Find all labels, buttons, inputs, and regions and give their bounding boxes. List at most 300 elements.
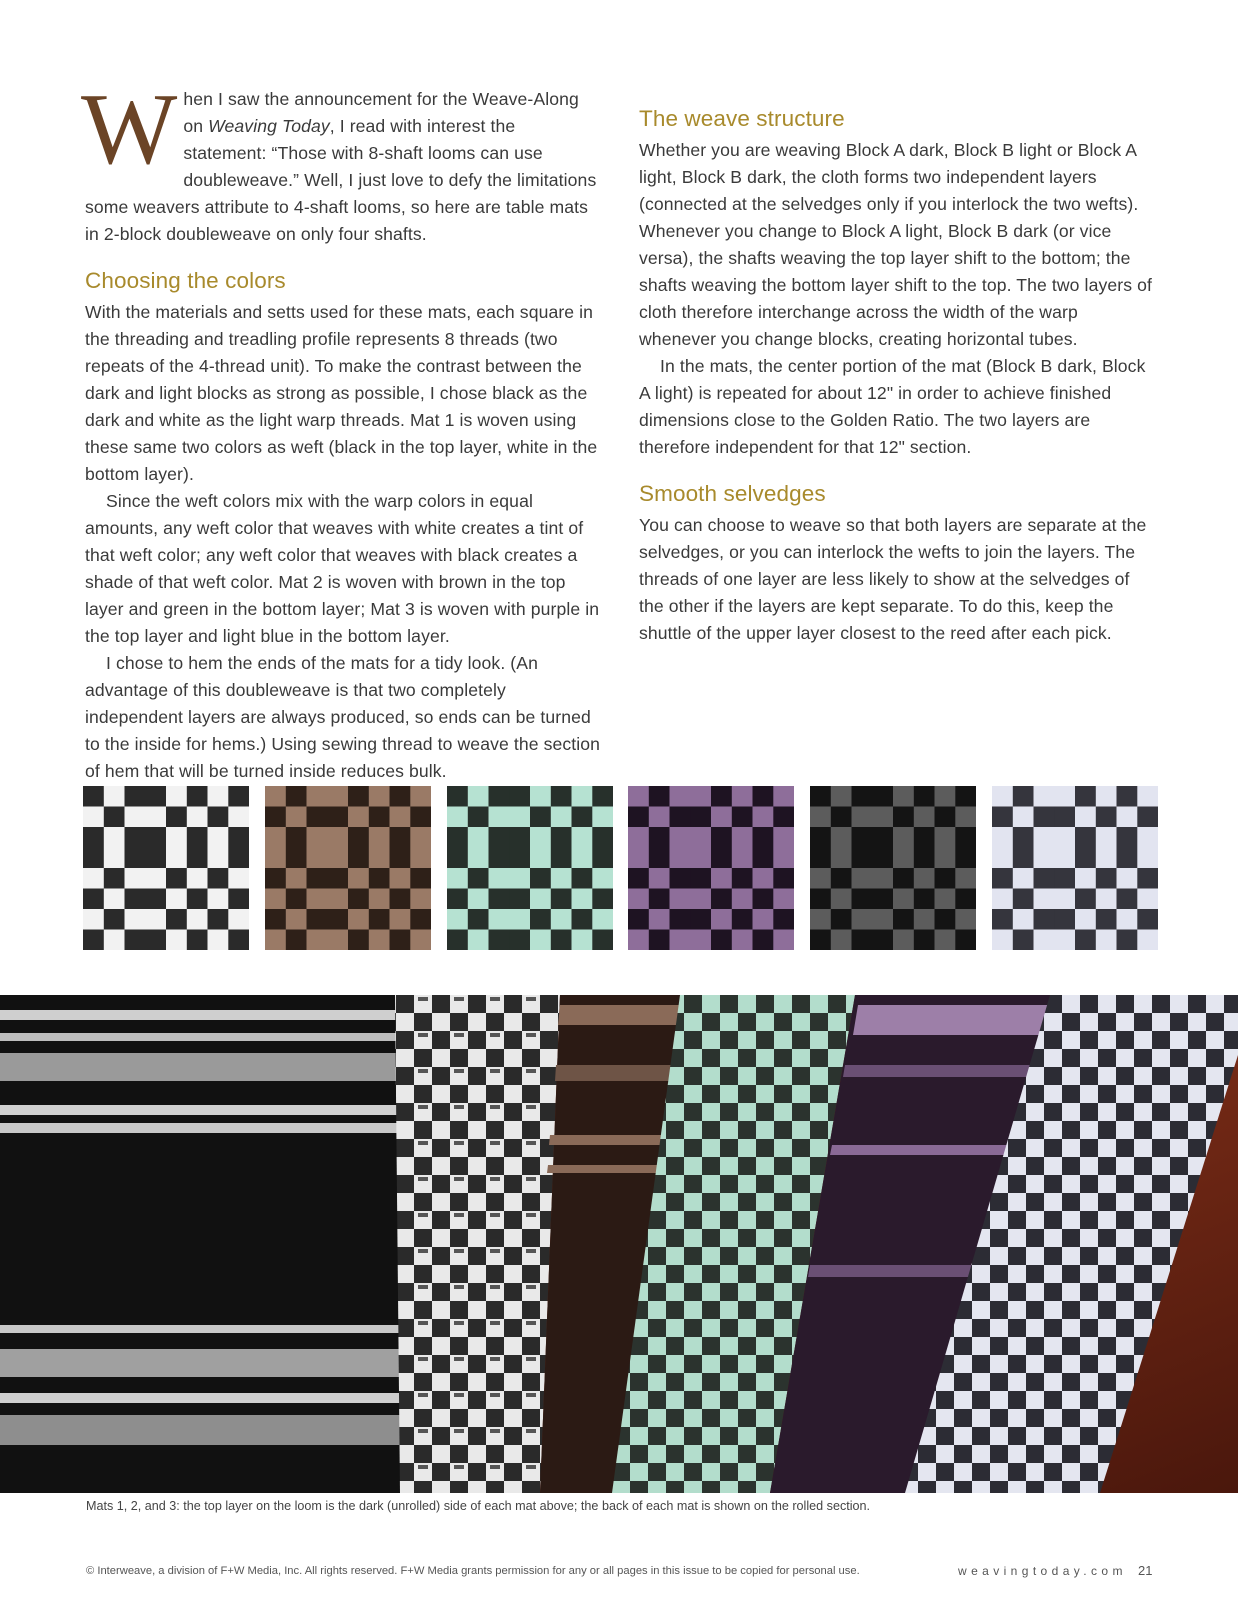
swatch-cell	[228, 827, 249, 848]
swatch-cell	[935, 930, 956, 951]
swatch-mat2-green	[447, 786, 613, 950]
swatch-cell	[228, 807, 249, 828]
swatch-cell	[509, 868, 530, 889]
swatch-cell	[992, 827, 1013, 848]
swatch-cell	[753, 827, 774, 848]
swatch-cell	[955, 827, 976, 848]
swatch-cell	[208, 807, 229, 828]
swatch-cell	[1137, 868, 1158, 889]
white-mat-roll	[395, 995, 560, 1493]
swatch-cell	[286, 827, 307, 848]
swatch-cell	[572, 868, 593, 889]
swatch-cell	[1096, 930, 1117, 951]
swatch-cell	[447, 868, 468, 889]
swatch-cell	[530, 930, 551, 951]
swatch-cell	[935, 889, 956, 910]
swatch-cell	[592, 827, 613, 848]
swatch-cell	[327, 807, 348, 828]
swatch-cell	[551, 868, 572, 889]
swatch-cell	[468, 868, 489, 889]
swatch-cell	[145, 807, 166, 828]
swatch-cell	[1013, 868, 1034, 889]
swatch-cell	[773, 909, 794, 930]
swatch-cell	[390, 848, 411, 869]
swatch-cell	[468, 827, 489, 848]
swatch-cell	[166, 909, 187, 930]
swatch-cell	[914, 868, 935, 889]
swatch-cell	[228, 930, 249, 951]
swatch-cell	[369, 786, 390, 807]
swatch-cell	[711, 868, 732, 889]
swatch-cell	[810, 909, 831, 930]
swatch-cell	[852, 786, 873, 807]
swatch-cell	[711, 930, 732, 951]
swatch-cell	[628, 807, 649, 828]
swatch-cell	[410, 827, 431, 848]
swatch-cell	[1096, 868, 1117, 889]
swatch-cell	[1075, 889, 1096, 910]
swatch-cell	[753, 909, 774, 930]
swatch-cell	[286, 868, 307, 889]
swatch-cell	[893, 868, 914, 889]
swatch-cell	[530, 909, 551, 930]
article-left-column	[81, 73, 603, 785]
swatch-cell	[592, 889, 613, 910]
swatch-cell	[690, 889, 711, 910]
swatch-cell	[530, 868, 551, 889]
swatch-cell	[369, 889, 390, 910]
swatch-cell	[872, 827, 893, 848]
swatch-cell	[166, 930, 187, 951]
swatch-cell	[125, 807, 146, 828]
swatch-cell	[1075, 930, 1096, 951]
swatch-cell	[872, 807, 893, 828]
swatch-cell	[810, 848, 831, 869]
swatch-mat3-blue	[992, 786, 1158, 950]
swatch-cell	[810, 930, 831, 951]
swatch-cell	[773, 848, 794, 869]
swatch-cell	[893, 807, 914, 828]
swatch-cell	[1096, 827, 1117, 848]
swatch-cell	[145, 909, 166, 930]
swatch-cell	[1075, 786, 1096, 807]
swatch-cell	[1013, 930, 1034, 951]
swatch-graphic	[628, 786, 794, 950]
swatch-cell	[530, 807, 551, 828]
swatch-cell	[852, 868, 873, 889]
swatch-cell	[872, 868, 893, 889]
intro-text-b: , I read with interest the statement: “Those with 8-shaft looms can use doubleweave.” Well, I just love to defy the limitations some weavers attribute to 4-shaft looms, so here are table mats in 2-block doubleweave on only four shafts.	[85, 116, 597, 244]
structure-paragraph-2: In the mats, the center portion of the mat (Block B dark, Block A light) is repeated for about 12" in order to achieve finished dimensions close to the Golden Ratio. The two layers are therefore independent for that 12" section.	[639, 356, 1146, 457]
swatch-cell	[572, 930, 593, 951]
swatch-cell	[773, 889, 794, 910]
swatch-cell	[348, 889, 369, 910]
swatch-cell	[468, 930, 489, 951]
swatch-cell	[628, 868, 649, 889]
swatch-cell	[1075, 868, 1096, 889]
swatch-cell	[1013, 807, 1034, 828]
swatch-cell	[83, 786, 104, 807]
dropcap-letter: W	[81, 73, 178, 186]
swatch-cell	[753, 930, 774, 951]
swatch-cell	[327, 868, 348, 889]
swatch-cell	[327, 930, 348, 951]
swatch-cell	[852, 807, 873, 828]
swatch-cell	[509, 827, 530, 848]
swatch-cell	[670, 930, 691, 951]
swatch-cell	[810, 889, 831, 910]
swatch-cell	[145, 889, 166, 910]
swatch-cell	[1034, 889, 1055, 910]
swatch-cell	[187, 909, 208, 930]
swatch-cell	[1054, 786, 1075, 807]
swatch-cell	[447, 786, 468, 807]
swatch-cell	[732, 889, 753, 910]
swatch-cell	[447, 807, 468, 828]
swatch-cell	[992, 868, 1013, 889]
swatch-cell	[187, 848, 208, 869]
swatch-cell	[935, 848, 956, 869]
swatch-cell	[228, 786, 249, 807]
swatch-cell	[509, 786, 530, 807]
swatch-cell	[551, 909, 572, 930]
swatch-cell	[83, 930, 104, 951]
swatch-cell	[166, 889, 187, 910]
swatch-cell	[166, 868, 187, 889]
swatch-cell	[187, 807, 208, 828]
swatch-mat1-black	[810, 786, 976, 950]
swatch-cell	[390, 909, 411, 930]
swatch-cell	[1054, 868, 1075, 889]
swatch-cell	[1075, 807, 1096, 828]
swatch-cell	[810, 827, 831, 848]
swatch-cell	[992, 909, 1013, 930]
swatch-cell	[509, 848, 530, 869]
swatch-cell	[628, 909, 649, 930]
swatch-cell	[369, 930, 390, 951]
swatch-cell	[468, 786, 489, 807]
swatch-cell	[831, 786, 852, 807]
swatch-cell	[286, 848, 307, 869]
swatch-cell	[348, 868, 369, 889]
colors-paragraph-3: I chose to hem the ends of the mats for a tidy look. (An advantage of this doubleweave is that two completely independent layers are always produced, so ends can be turned to the inside for hems.) Using sewing thread to weave the section of hem that will be turned inside reduces bulk.	[85, 653, 601, 781]
intro-text-em: Weaving Today	[208, 116, 330, 136]
swatch-cell	[690, 807, 711, 828]
swatch-cell	[286, 889, 307, 910]
swatch-cell	[628, 930, 649, 951]
swatch-cell	[410, 786, 431, 807]
swatch-cell	[992, 807, 1013, 828]
swatch-cell	[390, 868, 411, 889]
swatch-cell	[369, 868, 390, 889]
swatch-cell	[810, 786, 831, 807]
swatch-cell	[732, 909, 753, 930]
page-number: 21	[1138, 1563, 1153, 1578]
swatch-cell	[1096, 889, 1117, 910]
swatch-cell	[348, 827, 369, 848]
swatch-cell	[489, 848, 510, 869]
swatch-cell	[852, 848, 873, 869]
swatch-cell	[872, 930, 893, 951]
swatch-cell	[711, 786, 732, 807]
swatch-row	[83, 786, 1161, 950]
swatch-cell	[166, 807, 187, 828]
swatch-graphic	[83, 786, 249, 950]
swatch-cell	[732, 848, 753, 869]
swatch-cell	[390, 786, 411, 807]
swatch-cell	[992, 786, 1013, 807]
swatch-graphic	[265, 786, 431, 950]
swatch-cell	[1117, 909, 1138, 930]
swatch-mat2-brown	[265, 786, 431, 950]
swatch-cell	[145, 930, 166, 951]
swatch-cell	[732, 930, 753, 951]
swatch-cell	[649, 827, 670, 848]
swatch-cell	[1117, 889, 1138, 910]
swatch-cell	[690, 868, 711, 889]
swatch-cell	[831, 930, 852, 951]
swatch-cell	[1137, 930, 1158, 951]
swatch-cell	[753, 807, 774, 828]
swatch-cell	[104, 868, 125, 889]
swatch-cell	[1054, 930, 1075, 951]
swatch-cell	[914, 848, 935, 869]
swatch-cell	[530, 786, 551, 807]
swatch-cell	[831, 827, 852, 848]
swatch-cell	[208, 868, 229, 889]
swatch-cell	[286, 930, 307, 951]
swatch-cell	[509, 930, 530, 951]
swatch-cell	[690, 786, 711, 807]
swatch-cell	[83, 909, 104, 930]
swatch-cell	[447, 909, 468, 930]
photo-caption: Mats 1, 2, and 3: the top layer on the loom is the dark (unrolled) side of each mat above; the back of each mat is shown on the rolled section.	[86, 1499, 871, 1513]
swatch-cell	[489, 909, 510, 930]
swatch-cell	[572, 889, 593, 910]
swatch-cell	[992, 889, 1013, 910]
structure-paragraph-1: Whether you are weaving Block A dark, Block B light or Block A light, Block B dark, the cloth forms two independent layers (connected at the selvedges only if you interlock the two wefts). Whenever you change to Block A light, Block B dark (or vice versa), the shafts weaving the top layer shift to the bottom; the shafts weaving the bottom layer shift to the top. The two layers of cloth therefore interchange across the width of the warp whenever you change blocks, creating horizontal tubes.	[639, 140, 1152, 349]
swatch-cell	[348, 909, 369, 930]
swatch-cell	[670, 868, 691, 889]
swatch-cell	[83, 889, 104, 910]
colors-paragraph-1: With the materials and setts used for these mats, each square in the threading and treadling profile represents 8 threads (two repeats of the 4-thread unit). To make the contrast between the dark and light blocks as strong as possible, I chose black as the dark and white as the light warp threads. Mat 1 is woven using these same two colors as weft (black in the top layer, white in the bottom layer).	[85, 302, 598, 484]
swatch-cell	[992, 848, 1013, 869]
swatch-cell	[810, 868, 831, 889]
swatch-cell	[104, 930, 125, 951]
swatch-cell	[1054, 827, 1075, 848]
swatch-cell	[711, 909, 732, 930]
swatch-cell	[348, 786, 369, 807]
swatch-cell	[1034, 909, 1055, 930]
swatch-cell	[572, 786, 593, 807]
swatch-graphic	[447, 786, 613, 950]
swatch-cell	[265, 889, 286, 910]
swatch-cell	[649, 807, 670, 828]
swatch-cell	[893, 889, 914, 910]
swatch-cell	[125, 827, 146, 848]
swatch-cell	[753, 889, 774, 910]
swatch-cell	[935, 909, 956, 930]
swatch-cell	[1117, 807, 1138, 828]
swatch-cell	[410, 909, 431, 930]
colors-paragraph-2: Since the weft colors mix with the warp colors in equal amounts, any weft color that weaves with white creates a tint of that weft color; any weft color that weaves with black creates a shade of that weft color. Mat 2 is woven with brown in the top layer and green in the bottom layer; Mat 3 is woven with purple in the top layer and light blue in the bottom layer.	[85, 491, 600, 646]
swatch-graphic	[992, 786, 1158, 950]
swatch-cell	[125, 909, 146, 930]
swatch-cell	[166, 786, 187, 807]
swatch-cell	[104, 909, 125, 930]
swatch-cell	[1096, 848, 1117, 869]
swatch-cell	[1013, 889, 1034, 910]
heading-smooth-selvedges: Smooth selvedges	[639, 481, 826, 506]
swatch-cell	[208, 930, 229, 951]
site-link[interactable]: weavingtoday.com	[958, 1564, 1127, 1578]
swatch-cell	[307, 827, 328, 848]
swatch-cell	[390, 930, 411, 951]
swatch-cell	[1054, 909, 1075, 930]
swatch-cell	[327, 786, 348, 807]
swatch-cell	[572, 848, 593, 869]
swatch-cell	[489, 807, 510, 828]
swatch-cell	[104, 889, 125, 910]
swatch-cell	[810, 807, 831, 828]
swatch-cell	[104, 807, 125, 828]
swatch-cell	[265, 848, 286, 869]
swatch-cell	[551, 848, 572, 869]
swatch-cell	[228, 889, 249, 910]
swatch-cell	[369, 807, 390, 828]
swatch-cell	[187, 889, 208, 910]
swatch-cell	[592, 807, 613, 828]
swatch-cell	[935, 786, 956, 807]
swatch-cell	[914, 807, 935, 828]
swatch-cell	[852, 827, 873, 848]
swatch-cell	[1117, 848, 1138, 869]
swatch-cell	[914, 827, 935, 848]
swatch-cell	[145, 786, 166, 807]
swatch-cell	[1054, 889, 1075, 910]
swatch-cell	[489, 889, 510, 910]
swatch-cell	[468, 807, 489, 828]
swatch-cell	[145, 848, 166, 869]
swatch-cell	[307, 807, 328, 828]
swatch-cell	[369, 909, 390, 930]
swatch-cell	[468, 848, 489, 869]
swatch-cell	[104, 786, 125, 807]
swatch-cell	[125, 889, 146, 910]
swatch-cell	[327, 848, 348, 869]
swatch-cell	[649, 848, 670, 869]
swatch-cell	[265, 807, 286, 828]
swatch-graphic	[810, 786, 976, 950]
swatch-cell	[649, 909, 670, 930]
swatch-cell	[1096, 786, 1117, 807]
swatch-cell	[307, 848, 328, 869]
swatch-cell	[955, 868, 976, 889]
swatch-cell	[468, 909, 489, 930]
swatch-cell	[348, 930, 369, 951]
swatch-cell	[711, 848, 732, 869]
swatch-cell	[410, 868, 431, 889]
swatch-cell	[208, 827, 229, 848]
swatch-cell	[572, 909, 593, 930]
swatch-cell	[286, 909, 307, 930]
rolled-mats-photo	[0, 995, 1238, 1493]
swatch-cell	[1117, 786, 1138, 807]
swatch-cell	[187, 930, 208, 951]
swatch-cell	[852, 889, 873, 910]
swatch-cell	[935, 827, 956, 848]
swatch-cell	[690, 930, 711, 951]
swatch-cell	[831, 848, 852, 869]
swatch-cell	[1034, 868, 1055, 889]
swatch-cell	[447, 848, 468, 869]
swatch-cell	[872, 848, 893, 869]
swatch-cell	[307, 930, 328, 951]
swatch-cell	[530, 848, 551, 869]
swatch-cell	[935, 807, 956, 828]
swatch-cell	[1117, 930, 1138, 951]
swatch-cell	[509, 807, 530, 828]
swatch-cell	[348, 807, 369, 828]
swatch-cell	[1013, 848, 1034, 869]
swatch-cell	[670, 786, 691, 807]
swatch-cell	[628, 889, 649, 910]
swatch-cell	[649, 930, 670, 951]
swatch-cell	[1137, 786, 1158, 807]
swatch-cell	[307, 889, 328, 910]
swatch-cell	[592, 868, 613, 889]
swatch-cell	[955, 848, 976, 869]
swatch-cell	[649, 868, 670, 889]
swatch-cell	[265, 930, 286, 951]
swatch-cell	[307, 909, 328, 930]
swatch-cell	[104, 848, 125, 869]
swatch-cell	[1117, 827, 1138, 848]
swatch-cell	[125, 930, 146, 951]
swatch-cell	[145, 868, 166, 889]
swatch-cell	[914, 889, 935, 910]
swatch-cell	[208, 848, 229, 869]
swatch-cell	[1013, 827, 1034, 848]
swatch-cell	[1117, 868, 1138, 889]
swatch-cell	[83, 868, 104, 889]
swatch-cell	[732, 868, 753, 889]
swatch-cell	[628, 848, 649, 869]
swatch-mat3-purple	[628, 786, 794, 950]
swatch-cell	[732, 807, 753, 828]
intro-text-a: hen I saw the announcement for the Weave-Along on	[183, 89, 579, 136]
swatch-cell	[1054, 848, 1075, 869]
swatch-cell	[551, 786, 572, 807]
swatch-cell	[955, 909, 976, 930]
swatch-cell	[670, 848, 691, 869]
swatch-cell	[592, 909, 613, 930]
swatch-cell	[410, 848, 431, 869]
swatch-cell	[753, 786, 774, 807]
swatch-cell	[104, 827, 125, 848]
swatch-cell	[83, 807, 104, 828]
swatch-cell	[348, 848, 369, 869]
swatch-cell	[551, 889, 572, 910]
swatch-cell	[369, 848, 390, 869]
swatch-cell	[872, 889, 893, 910]
swatch-cell	[690, 909, 711, 930]
swatch-cell	[1137, 909, 1158, 930]
swatch-cell	[670, 909, 691, 930]
swatch-cell	[447, 827, 468, 848]
swatch-cell	[690, 848, 711, 869]
swatch-cell	[572, 807, 593, 828]
